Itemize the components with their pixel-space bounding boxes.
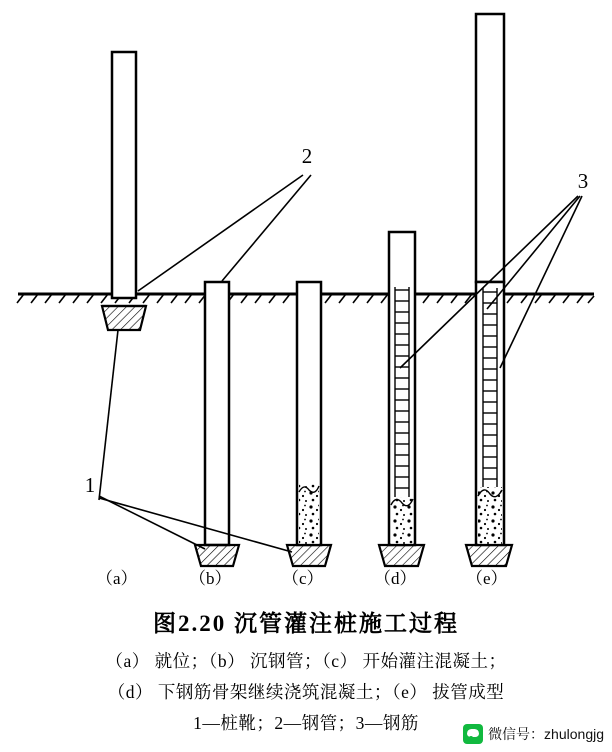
- pile-shoe-e: [466, 545, 512, 566]
- leader-line-2: [138, 175, 311, 291]
- steel-pipe-b: [205, 282, 229, 545]
- wechat-icon: [463, 724, 483, 744]
- figure-legend-line-2: （d） 下钢筋骨架继续浇筑混凝土；（e） 拔管成型: [107, 682, 505, 702]
- watermark-text: 微信号：zhulongjg: [488, 726, 604, 742]
- stage-d-group: [379, 232, 424, 566]
- stage-b-group: [195, 282, 239, 566]
- callout-3-label: 3: [577, 169, 589, 193]
- pile-shoe-c: [287, 545, 331, 566]
- stage-label-row: [0, 564, 612, 588]
- stage-label-d: （d）: [374, 569, 417, 588]
- stage-label-a: （a）: [96, 569, 138, 588]
- figure-legend-line-1: （a） 就位；（b） 沉钢管；（c） 开始灌注混凝土；: [105, 651, 507, 671]
- steel-pipe-a: [112, 52, 136, 298]
- pile-shoe-a: [102, 306, 146, 330]
- stage-label-b: （b）: [189, 569, 232, 588]
- figure-title: 图2.20 沉管灌注桩施工过程: [153, 611, 459, 636]
- callout-1-label: 1: [84, 473, 96, 497]
- steel-pipe-e: [476, 14, 504, 282]
- stage-a-group: [102, 52, 146, 330]
- figure-legend-line-3: 1—桩靴；2—钢管；3—钢筋: [193, 713, 419, 733]
- leader-line-1: [99, 330, 292, 552]
- watermark: [463, 724, 604, 744]
- callout-2-label: 2: [301, 144, 313, 168]
- pile-shoe-d: [379, 545, 424, 566]
- concrete-fill-c: [299, 484, 319, 544]
- stage-c-group: [287, 282, 331, 566]
- stage-label-e: （e）: [466, 569, 508, 588]
- stage-e-group: [466, 14, 512, 566]
- stage-label-c: （c）: [282, 569, 324, 588]
